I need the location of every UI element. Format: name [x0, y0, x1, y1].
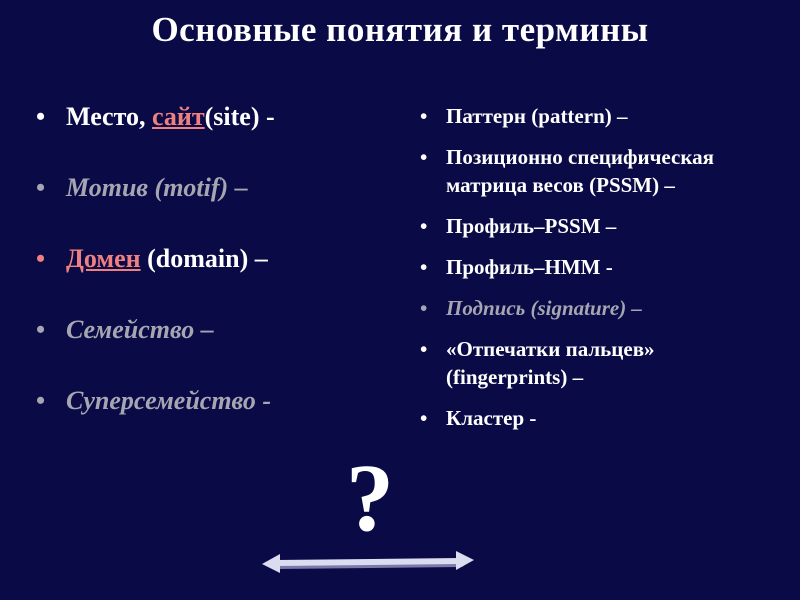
bullet-icon: •: [36, 315, 46, 344]
term-text: Суперсемейство -: [66, 386, 271, 415]
term-text: Позиционно специфическая матрица весов (PSSM) –: [446, 145, 714, 197]
term-text: Профиль–HMM -: [446, 255, 613, 279]
bullet-icon: •: [36, 244, 46, 273]
term-text: (domain) –: [140, 244, 268, 273]
bullet-icon: •: [36, 173, 46, 202]
term-text: Место,: [66, 102, 153, 131]
bullet-icon: •: [420, 337, 428, 361]
bullet-icon: •: [420, 104, 428, 128]
question-mark: ?: [346, 444, 394, 551]
term-text: Подпись (signature) –: [446, 296, 642, 320]
term-text: Мотив (motif) –: [66, 173, 248, 202]
term-text: Профиль–PSSM –: [446, 214, 617, 238]
bullet-icon: •: [420, 296, 428, 320]
bullet-icon: •: [420, 406, 428, 430]
term-link[interactable]: Домен: [66, 244, 141, 273]
bullet-icon: •: [36, 102, 46, 131]
bullet-icon: •: [420, 255, 428, 279]
term-link[interactable]: сайт: [152, 102, 205, 131]
term-text: (site) -: [204, 102, 275, 131]
slide-title: Основные понятия и термины: [151, 10, 649, 49]
term-text: Кластер -: [446, 406, 537, 430]
term-text: Семейство –: [66, 315, 214, 344]
bullet-icon: •: [420, 214, 428, 238]
bullet-icon: •: [36, 386, 46, 415]
bullet-icon: •: [420, 145, 428, 169]
term-text: «Отпечатки пальцев» (fingerprints) –: [446, 337, 655, 389]
term-text: Паттерн (pattern) –: [446, 104, 628, 128]
